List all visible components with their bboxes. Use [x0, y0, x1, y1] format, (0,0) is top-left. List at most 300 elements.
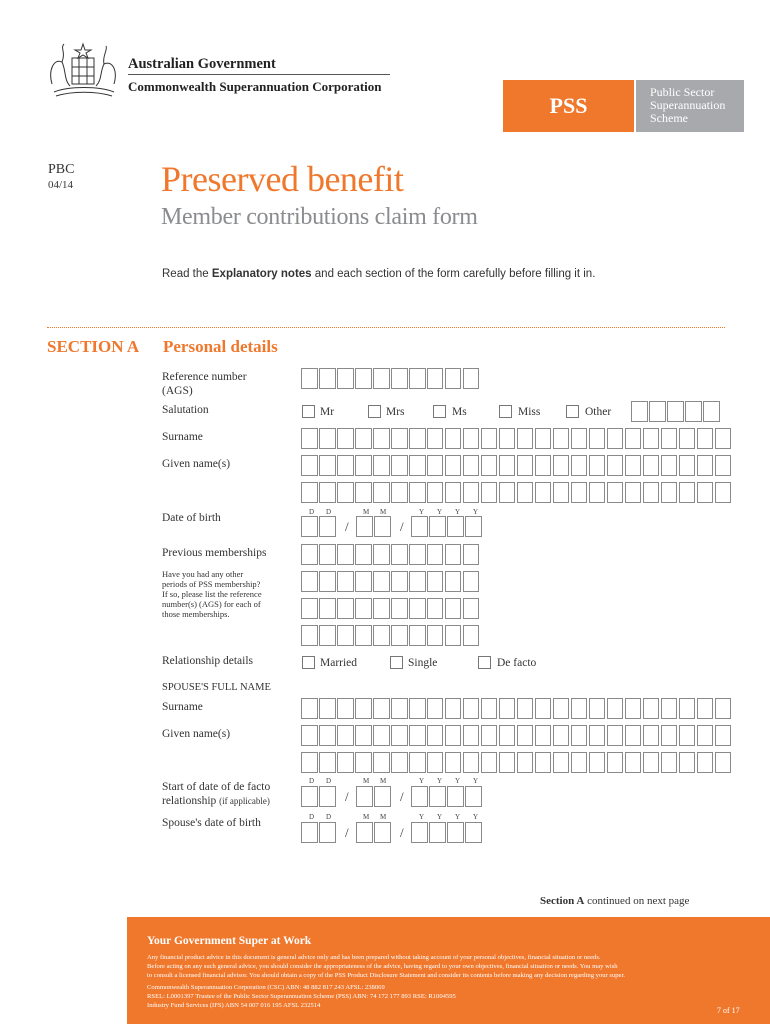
input-cell[interactable]: [427, 455, 444, 476]
input-cell[interactable]: [679, 752, 696, 773]
dob-hdr-m1: M: [363, 508, 370, 516]
input-cell[interactable]: [445, 598, 462, 619]
input-cell[interactable]: [607, 455, 624, 476]
input-cell[interactable]: [355, 725, 372, 746]
continued-rest: continued on next page: [584, 895, 690, 907]
input-cell[interactable]: [679, 455, 696, 476]
input-cell[interactable]: [373, 544, 390, 565]
input-cell[interactable]: [391, 598, 408, 619]
input-cell[interactable]: [427, 625, 444, 646]
input-cell[interactable]: [445, 482, 462, 503]
input-cell[interactable]: [373, 698, 390, 719]
input-cell[interactable]: [661, 455, 678, 476]
page-title: Preserved benefit: [161, 159, 404, 199]
input-cell[interactable]: [391, 752, 408, 773]
spouse-dob-hdr-m2: M: [380, 813, 387, 821]
input-cell[interactable]: [374, 822, 391, 843]
input-cell[interactable]: [463, 482, 480, 503]
input-cell[interactable]: [337, 571, 354, 592]
input-cell[interactable]: [356, 516, 373, 537]
input-cell[interactable]: [553, 752, 570, 773]
input-cell[interactable]: [391, 571, 408, 592]
dob-month-input[interactable]: [356, 516, 392, 537]
input-cell[interactable]: [427, 368, 444, 389]
input-cell[interactable]: [409, 625, 426, 646]
spouse-dob-label: Spouse's date of birth: [162, 817, 261, 829]
dob-slash-2: /: [400, 519, 404, 534]
input-cell[interactable]: [517, 455, 534, 476]
input-cell[interactable]: [715, 455, 732, 476]
input-cell[interactable]: [463, 725, 480, 746]
ms-label: Ms: [452, 406, 467, 418]
input-cell[interactable]: [535, 482, 552, 503]
input-cell[interactable]: [643, 752, 660, 773]
input-cell[interactable]: [337, 725, 354, 746]
defacto-label: De facto: [497, 657, 537, 669]
input-cell[interactable]: [463, 428, 480, 449]
input-cell[interactable]: [337, 625, 354, 646]
input-cell[interactable]: [409, 455, 426, 476]
dob-label: Date of birth: [162, 512, 221, 524]
input-cell[interactable]: [427, 698, 444, 719]
input-cell[interactable]: [355, 455, 372, 476]
input-cell[interactable]: [429, 516, 446, 537]
input-cell[interactable]: [679, 698, 696, 719]
input-cell[interactable]: [409, 598, 426, 619]
input-cell[interactable]: [535, 752, 552, 773]
input-cell[interactable]: [427, 725, 444, 746]
prev-membership-input-4[interactable]: [301, 625, 481, 646]
spouse-dob-hdr-y3: Y: [455, 813, 461, 821]
input-cell[interactable]: [553, 455, 570, 476]
input-cell[interactable]: [607, 428, 624, 449]
input-cell[interactable]: [319, 698, 336, 719]
input-cell[interactable]: [715, 482, 732, 503]
input-cell[interactable]: [411, 516, 428, 537]
single-checkbox[interactable]: [390, 656, 403, 669]
spouse-surname-label: Surname: [162, 701, 203, 713]
input-cell[interactable]: [697, 725, 714, 746]
input-cell[interactable]: [409, 428, 426, 449]
surname-input[interactable]: [301, 428, 733, 449]
input-cell[interactable]: [355, 428, 372, 449]
input-cell[interactable]: [337, 544, 354, 565]
input-cell[interactable]: [607, 482, 624, 503]
input-cell[interactable]: [409, 368, 426, 389]
pss-line-2: Superannuation: [650, 98, 726, 112]
input-cell[interactable]: [679, 725, 696, 746]
input-cell[interactable]: [429, 822, 446, 843]
input-cell[interactable]: [337, 368, 354, 389]
input-cell[interactable]: [535, 725, 552, 746]
prev-memberships-note: [162, 569, 292, 619]
spouse-header: SPOUSE'S FULL NAME: [162, 682, 271, 693]
input-cell[interactable]: [463, 598, 480, 619]
input-cell[interactable]: [481, 482, 498, 503]
input-cell[interactable]: [445, 752, 462, 773]
input-cell[interactable]: [499, 428, 516, 449]
input-cell[interactable]: [445, 625, 462, 646]
given-names-input-2[interactable]: [301, 482, 733, 503]
input-cell[interactable]: [319, 786, 336, 807]
input-cell[interactable]: [715, 725, 732, 746]
input-cell[interactable]: [697, 698, 714, 719]
input-cell[interactable]: [481, 428, 498, 449]
input-cell[interactable]: [337, 455, 354, 476]
input-cell[interactable]: [517, 725, 534, 746]
input-cell[interactable]: [517, 698, 534, 719]
input-cell[interactable]: [715, 698, 732, 719]
input-cell[interactable]: [373, 725, 390, 746]
intro-pre: Read the: [162, 268, 212, 280]
married-checkbox[interactable]: [302, 656, 315, 669]
defacto-day-input[interactable]: [301, 786, 337, 807]
input-cell[interactable]: [643, 725, 660, 746]
input-cell[interactable]: [445, 725, 462, 746]
input-cell[interactable]: [463, 698, 480, 719]
input-cell[interactable]: [301, 368, 318, 389]
spouse-dob-year-input[interactable]: [411, 822, 483, 843]
input-cell[interactable]: [499, 698, 516, 719]
input-cell[interactable]: [625, 725, 642, 746]
input-cell[interactable]: [355, 368, 372, 389]
input-cell[interactable]: [463, 455, 480, 476]
footer-line-4: Commonwealth Superannuation Corporation (CSC) ABN: 48 882 817 243 AFSL: 238069: [147, 984, 385, 991]
input-cell[interactable]: [319, 625, 336, 646]
input-cell[interactable]: [661, 428, 678, 449]
intro-post: and each section of the form carefully before filling it in.: [311, 268, 596, 280]
input-cell[interactable]: [553, 428, 570, 449]
input-cell[interactable]: [301, 822, 318, 843]
input-cell[interactable]: [643, 698, 660, 719]
input-cell[interactable]: [374, 516, 391, 537]
input-cell[interactable]: [535, 455, 552, 476]
header-divider: [128, 74, 390, 75]
input-cell[interactable]: [391, 455, 408, 476]
input-cell[interactable]: [301, 786, 318, 807]
input-cell[interactable]: [319, 822, 336, 843]
dob-slash-1: /: [345, 519, 349, 534]
input-cell[interactable]: [463, 544, 480, 565]
input-cell[interactable]: [571, 455, 588, 476]
prev-note-5: those memberships.: [162, 609, 230, 619]
input-cell[interactable]: [571, 725, 588, 746]
input-cell[interactable]: [429, 786, 446, 807]
input-cell[interactable]: [715, 752, 732, 773]
input-cell[interactable]: [481, 455, 498, 476]
input-cell[interactable]: [463, 752, 480, 773]
input-cell[interactable]: [391, 725, 408, 746]
input-cell[interactable]: [571, 698, 588, 719]
intro-bold: Explanatory notes: [211, 268, 312, 280]
input-cell[interactable]: [445, 571, 462, 592]
input-cell[interactable]: [319, 725, 336, 746]
input-cell[interactable]: [517, 482, 534, 503]
defacto-relationship-text: relationship: [162, 795, 217, 807]
input-cell[interactable]: [445, 544, 462, 565]
input-cell[interactable]: [517, 428, 534, 449]
defacto-hdr-m2: M: [380, 777, 387, 785]
input-cell[interactable]: [607, 725, 624, 746]
input-cell[interactable]: [427, 428, 444, 449]
input-cell[interactable]: [463, 571, 480, 592]
input-cell[interactable]: [589, 482, 606, 503]
intro-text: [162, 268, 595, 280]
input-cell[interactable]: [373, 625, 390, 646]
input-cell[interactable]: [535, 698, 552, 719]
input-cell[interactable]: [391, 482, 408, 503]
dob-year-input[interactable]: [411, 516, 483, 537]
footer-band: [127, 917, 770, 1024]
input-cell[interactable]: [301, 698, 318, 719]
input-cell[interactable]: [391, 625, 408, 646]
input-cell[interactable]: [607, 698, 624, 719]
dob-hdr-y1: Y: [419, 508, 425, 516]
input-cell[interactable]: [625, 752, 642, 773]
input-cell[interactable]: [445, 698, 462, 719]
input-cell[interactable]: [679, 428, 696, 449]
single-label: Single: [408, 657, 438, 669]
input-cell[interactable]: [697, 455, 714, 476]
input-cell[interactable]: [499, 482, 516, 503]
input-cell[interactable]: [355, 571, 372, 592]
input-cell[interactable]: [301, 752, 318, 773]
input-cell[interactable]: [427, 571, 444, 592]
input-cell[interactable]: [319, 544, 336, 565]
input-cell[interactable]: [643, 455, 660, 476]
input-cell[interactable]: [447, 516, 464, 537]
input-cell[interactable]: [391, 428, 408, 449]
input-cell[interactable]: [465, 786, 482, 807]
input-cell[interactable]: [499, 752, 516, 773]
input-cell[interactable]: [517, 752, 534, 773]
prev-membership-input-1[interactable]: [301, 544, 481, 565]
input-cell[interactable]: [301, 571, 318, 592]
spouse-dob-hdr-y4: Y: [473, 813, 479, 821]
input-cell[interactable]: [356, 822, 373, 843]
input-cell[interactable]: [571, 752, 588, 773]
page-subtitle: Member contributions claim form: [161, 204, 478, 230]
other-salutation-input[interactable]: [631, 401, 721, 422]
miss-checkbox[interactable]: [499, 405, 512, 418]
input-cell[interactable]: [373, 752, 390, 773]
input-cell[interactable]: [481, 752, 498, 773]
reference-label: Reference number: [162, 371, 247, 383]
input-cell[interactable]: [447, 822, 464, 843]
input-cell[interactable]: [373, 368, 390, 389]
input-cell[interactable]: [409, 725, 426, 746]
section-divider: [47, 327, 725, 328]
input-cell[interactable]: [301, 725, 318, 746]
input-cell[interactable]: [445, 455, 462, 476]
input-cell[interactable]: [625, 428, 642, 449]
input-cell[interactable]: [409, 482, 426, 503]
input-cell[interactable]: [643, 482, 660, 503]
relationship-label: Relationship details: [162, 655, 254, 667]
given-names-input-1[interactable]: [301, 455, 733, 476]
input-cell[interactable]: [703, 401, 720, 422]
mrs-checkbox[interactable]: [368, 405, 381, 418]
input-cell[interactable]: [301, 516, 318, 537]
input-cell[interactable]: [589, 725, 606, 746]
input-cell[interactable]: [301, 428, 318, 449]
input-cell[interactable]: [391, 544, 408, 565]
input-cell[interactable]: [337, 482, 354, 503]
input-cell[interactable]: [499, 725, 516, 746]
input-cell[interactable]: [661, 482, 678, 503]
input-cell[interactable]: [445, 368, 462, 389]
input-cell[interactable]: [409, 698, 426, 719]
reference-sublabel: (AGS): [162, 385, 193, 397]
input-cell[interactable]: [427, 752, 444, 773]
input-cell[interactable]: [411, 822, 428, 843]
input-cell[interactable]: [499, 455, 516, 476]
input-cell[interactable]: [625, 455, 642, 476]
defacto-slash-2: /: [400, 789, 404, 804]
input-cell[interactable]: [356, 786, 373, 807]
spouse-given-label: Given name(s): [162, 728, 231, 740]
input-cell[interactable]: [301, 544, 318, 565]
other-checkbox[interactable]: [566, 405, 579, 418]
footer-line-3: to consult a licensed financial advisor. You should obtain a copy of the PSS Product Disclosure Statement and consider its contents before making any decision regarding your super.: [147, 972, 625, 979]
input-cell[interactable]: [553, 482, 570, 503]
dob-day-input[interactable]: [301, 516, 337, 537]
input-cell[interactable]: [625, 698, 642, 719]
input-cell[interactable]: [355, 482, 372, 503]
input-cell[interactable]: [373, 455, 390, 476]
input-cell[interactable]: [553, 725, 570, 746]
input-cell[interactable]: [697, 482, 714, 503]
input-cell[interactable]: [661, 725, 678, 746]
input-cell[interactable]: [319, 428, 336, 449]
input-cell[interactable]: [649, 401, 666, 422]
defacto-year-input[interactable]: [411, 786, 483, 807]
input-cell[interactable]: [589, 752, 606, 773]
input-cell[interactable]: [409, 752, 426, 773]
input-cell[interactable]: [319, 752, 336, 773]
input-cell[interactable]: [355, 752, 372, 773]
spouse-surname-input[interactable]: [301, 698, 733, 719]
input-cell[interactable]: [319, 571, 336, 592]
input-cell[interactable]: [661, 752, 678, 773]
input-cell[interactable]: [463, 368, 480, 389]
input-cell[interactable]: [373, 571, 390, 592]
input-cell[interactable]: [301, 625, 318, 646]
dob-hdr-y2: Y: [437, 508, 443, 516]
input-cell[interactable]: [355, 544, 372, 565]
section-title: Personal details: [163, 337, 278, 356]
spouse-dob-day-input[interactable]: [301, 822, 337, 843]
input-cell[interactable]: [589, 455, 606, 476]
input-cell[interactable]: [319, 482, 336, 503]
input-cell[interactable]: [337, 752, 354, 773]
spouse-dob-slash-2: /: [400, 825, 404, 840]
gov-title: Australian Government: [128, 56, 276, 72]
input-cell[interactable]: [427, 544, 444, 565]
input-cell[interactable]: [571, 482, 588, 503]
input-cell[interactable]: [625, 482, 642, 503]
prev-membership-input-2[interactable]: [301, 571, 481, 592]
input-cell[interactable]: [481, 698, 498, 719]
footer-line-2: Before acting on any such general advice, you should consider the appropriateness of the advice, having regard to your own objectives, financial situation or needs. You may wish: [147, 963, 618, 970]
input-cell[interactable]: [447, 786, 464, 807]
input-cell[interactable]: [589, 428, 606, 449]
input-cell[interactable]: [631, 401, 648, 422]
input-cell[interactable]: [319, 516, 336, 537]
page-number: 7 of 17: [717, 1006, 740, 1015]
defacto-checkbox[interactable]: [478, 656, 491, 669]
spouse-dob-hdr-y2: Y: [437, 813, 443, 821]
input-cell[interactable]: [589, 698, 606, 719]
input-cell[interactable]: [679, 482, 696, 503]
input-cell[interactable]: [685, 401, 702, 422]
input-cell[interactable]: [465, 516, 482, 537]
reference-input[interactable]: [301, 368, 481, 389]
input-cell[interactable]: [661, 698, 678, 719]
spouse-given-input-1[interactable]: [301, 725, 733, 746]
input-cell[interactable]: [427, 598, 444, 619]
input-cell[interactable]: [697, 752, 714, 773]
input-cell[interactable]: [409, 571, 426, 592]
input-cell[interactable]: [337, 428, 354, 449]
input-cell[interactable]: [553, 698, 570, 719]
input-cell[interactable]: [373, 598, 390, 619]
defacto-month-input[interactable]: [356, 786, 392, 807]
prev-membership-input-3[interactable]: [301, 598, 481, 619]
input-cell[interactable]: [667, 401, 684, 422]
input-cell[interactable]: [301, 482, 318, 503]
input-cell[interactable]: [697, 428, 714, 449]
input-cell[interactable]: [571, 428, 588, 449]
input-cell[interactable]: [535, 428, 552, 449]
input-cell[interactable]: [409, 544, 426, 565]
input-cell[interactable]: [319, 368, 336, 389]
input-cell[interactable]: [373, 482, 390, 503]
input-cell[interactable]: [355, 598, 372, 619]
spouse-given-input-2[interactable]: [301, 752, 733, 773]
input-cell[interactable]: [337, 698, 354, 719]
input-cell[interactable]: [643, 428, 660, 449]
spouse-dob-hdr-d1: D: [309, 813, 315, 821]
input-cell[interactable]: [607, 752, 624, 773]
mr-checkbox[interactable]: [302, 405, 315, 418]
input-cell[interactable]: [465, 822, 482, 843]
input-cell[interactable]: [301, 455, 318, 476]
ms-checkbox[interactable]: [433, 405, 446, 418]
continued-note: [540, 895, 689, 907]
input-cell[interactable]: [481, 725, 498, 746]
input-cell[interactable]: [391, 698, 408, 719]
input-cell[interactable]: [319, 598, 336, 619]
input-cell[interactable]: [301, 598, 318, 619]
section-label: SECTION A: [47, 337, 140, 356]
input-cell[interactable]: [355, 698, 372, 719]
input-cell[interactable]: [411, 786, 428, 807]
spouse-dob-month-input[interactable]: [356, 822, 392, 843]
input-cell[interactable]: [373, 428, 390, 449]
dob-hdr-d1: D: [309, 508, 315, 516]
input-cell[interactable]: [337, 598, 354, 619]
defacto-note: (if applicable): [219, 796, 270, 806]
input-cell[interactable]: [374, 786, 391, 807]
input-cell[interactable]: [319, 455, 336, 476]
input-cell[interactable]: [445, 428, 462, 449]
input-cell[interactable]: [427, 482, 444, 503]
input-cell[interactable]: [355, 625, 372, 646]
input-cell[interactable]: [715, 428, 732, 449]
input-cell[interactable]: [463, 625, 480, 646]
input-cell[interactable]: [391, 368, 408, 389]
